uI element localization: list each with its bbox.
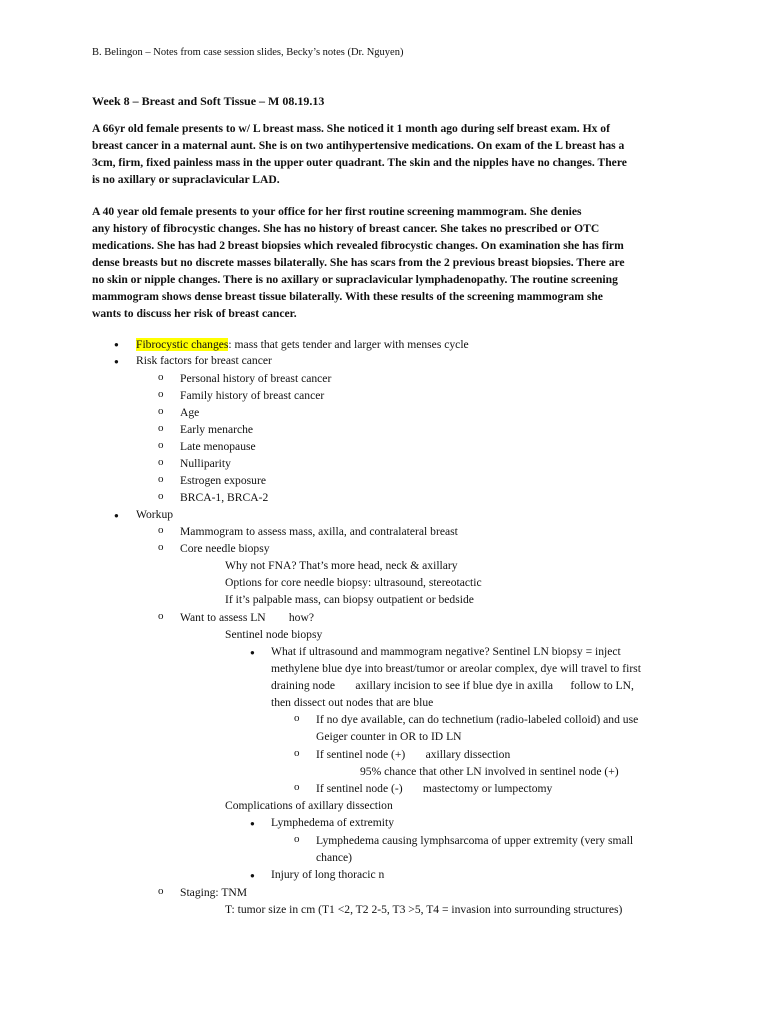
circle-bullet-icon: o [158,422,164,434]
case1-line: is no axillary or supraclavicular LAD. [92,173,280,186]
risk-item: Estrogen exposure [180,474,266,487]
circle-bullet-icon: o [158,524,164,536]
lymphsarcoma-line: Lymphedema causing lymphsarcoma of upper extremity (very small [316,834,634,847]
sentinel-line: draining node axillary incision to see if blue dye in axilla follow to LN, [271,679,634,692]
case2-line: medications. She has had 2 breast biopsies which revealed fibrocystic changes. On examination she has firm [92,239,624,252]
circle-bullet-icon: o [158,371,164,383]
lymphsarcoma-line: chance) [316,851,353,864]
circle-bullet-icon: o [158,473,164,485]
risk-item: Early menarche [180,423,254,436]
complication-item: Injury of long thoracic n [271,868,385,881]
risk-item: BRCA-1, BRCA-2 [180,491,269,504]
list-item-workup: Workup [136,508,174,521]
circle-bullet-icon: o [294,747,300,759]
sentinel-node-title: Sentinel node biopsy [225,628,323,641]
risk-item: Personal history of breast cancer [180,372,332,385]
disc-bullet-icon: ● [114,340,119,349]
no-dye-line: Geiger counter in OR to ID LN [316,730,462,743]
case2-line: mammogram shows dense breast tissue bilaterally. With these results of the screening mammogram she [92,290,603,303]
staging-title: Staging: TNM [180,886,248,899]
risk-item: Nulliparity [180,457,231,470]
case1-line: 3cm, firm, fixed painless mass in the upper outer quadrant. The skin and the nipples have no changes. There [92,156,627,169]
core-biopsy-note: If it’s palpable mass, can biopsy outpatient or bedside [225,593,474,606]
disc-bullet-icon: ● [250,871,255,880]
disc-bullet-icon: ● [250,819,255,828]
complication-item: Lymphedema of extremity [271,816,394,829]
case2-line: dense breasts but no discrete masses bilaterally. She has scars from the 2 previous breast biopsies. There are [92,256,625,269]
workup-assess-ln: Want to assess LN how? [180,611,314,624]
case1-line: A 66yr old female presents to w/ L breast mass. She noticed it 1 month ago during self breast exam. Hx of [92,122,610,135]
disc-bullet-icon: ● [114,511,119,520]
core-biopsy-note: Why not FNA? That’s more head, neck & axillary [225,559,458,572]
sentinel-positive: If sentinel node (+) axillary dissection [316,748,511,761]
circle-bullet-icon: o [158,388,164,400]
circle-bullet-icon: o [294,781,300,793]
chance-note: 95% chance that other LN involved in sentinel node (+) [360,765,619,778]
list-item-fibrocystic [136,337,469,352]
risk-item: Age [180,406,200,419]
case2-line: no skin or nipple changes. There is no axillary or supraclavicular lymphadenopathy. The routine screening [92,273,618,286]
core-biopsy-note: Options for core needle biopsy: ultrasound, stereotactic [225,576,482,589]
circle-bullet-icon: o [158,456,164,468]
circle-bullet-icon: o [158,439,164,451]
sentinel-line: then dissect out nodes that are blue [271,696,434,709]
case2-line: any history of fibrocystic changes. She has no history of breast cancer. She takes no prescribed or OTC [92,222,600,235]
complications-title: Complications of axillary dissection [225,799,393,812]
risk-item: Family history of breast cancer [180,389,325,402]
sentinel-line: methylene blue dye into breast/tumor or areolar complex, dye will travel to first [271,662,641,675]
case2-line: wants to discuss her risk of breast cancer. [92,307,297,320]
case-paragraph-2 [92,203,682,322]
circle-bullet-icon: o [158,405,164,417]
list-item-text: : mass that gets tender and larger with menses cycle [228,338,469,351]
circle-bullet-icon: o [158,885,164,897]
workup-core-biopsy: Core needle biopsy [180,542,270,555]
case-paragraph-1 [92,120,682,188]
disc-bullet-icon: ● [114,357,119,366]
list-item-risk-factors: Risk factors for breast cancer [136,354,272,367]
circle-bullet-icon: o [158,490,164,502]
document-title: Week 8 – Breast and Soft Tissue – M 08.19.13 [92,94,325,108]
workup-mammogram: Mammogram to assess mass, axilla, and contralateral breast [180,525,458,538]
case2-line: A 40 year old female presents to your office for her first routine screening mammogram. She denies [92,205,582,218]
sentinel-negative: If sentinel node (-) mastectomy or lumpectomy [316,782,553,795]
circle-bullet-icon: o [294,833,300,845]
circle-bullet-icon: o [294,712,300,724]
circle-bullet-icon: o [158,541,164,553]
sentinel-line: What if ultrasound and mammogram negative? Sentinel LN biopsy = inject [271,645,621,658]
case1-line: breast cancer in a maternal aunt. She is on two antihypertensive medications. On exam of the L breast has a [92,139,625,152]
highlighted-term: Fibrocystic changes [136,338,229,351]
disc-bullet-icon: ● [250,648,255,657]
risk-item: Late menopause [180,440,256,453]
document-header: B. Belingon – Notes from case session slides, Becky’s notes (Dr. Nguyen) [92,47,404,58]
tumor-size-note: T: tumor size in cm (T1 <2, T2 2-5, T3 >5, T4 = invasion into surrounding structures) [225,903,623,916]
circle-bullet-icon: o [158,610,164,622]
no-dye-line: If no dye available, can do technetium (radio-labeled colloid) and use [316,713,639,726]
